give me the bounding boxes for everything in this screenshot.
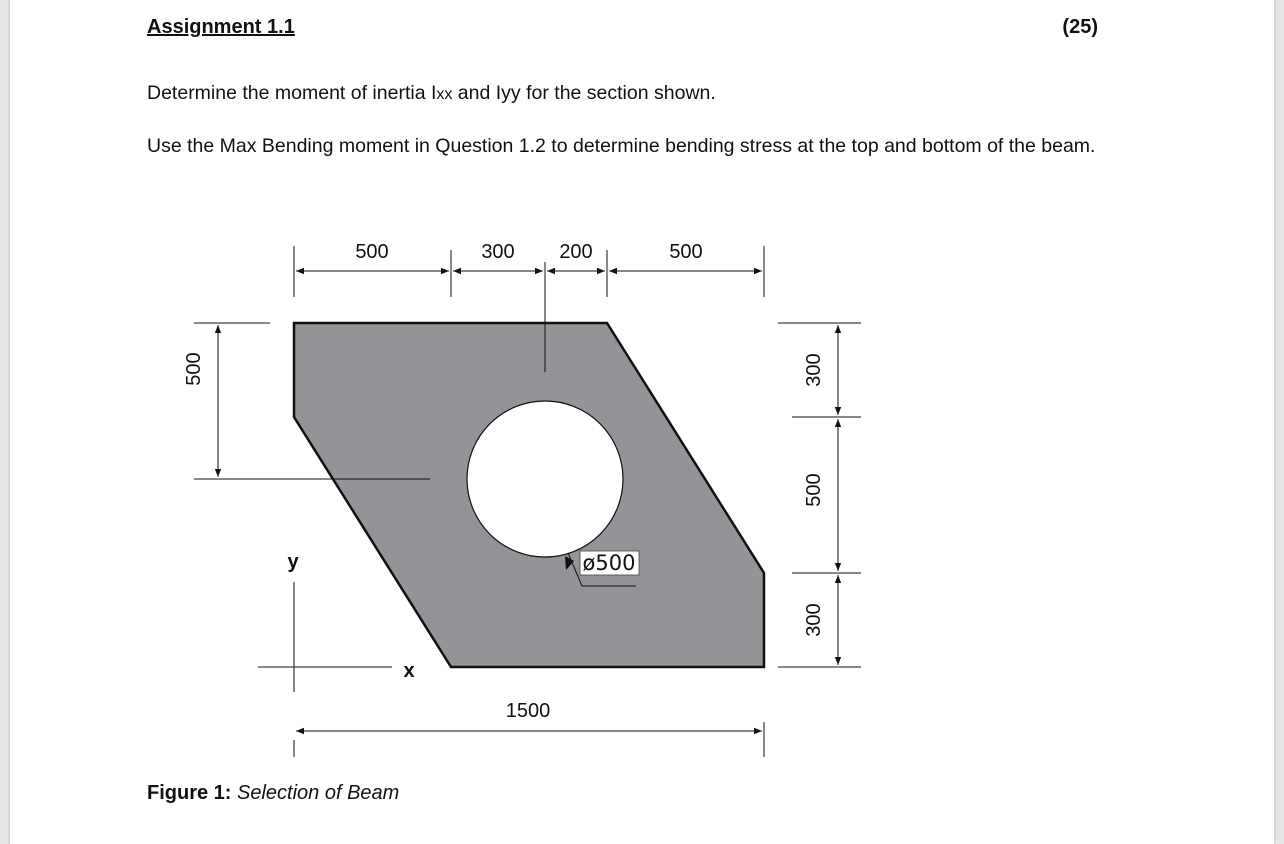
instruction-text-start: Determine the moment of inertia <box>147 82 431 104</box>
figure-caption-label: Figure 1: <box>147 782 232 804</box>
top-dim-label-500-left: 500 <box>355 241 389 263</box>
right-dim-label-300-top: 300 <box>803 353 825 387</box>
ixx-symbol: I <box>430 82 437 104</box>
y-axis-label: y <box>287 551 299 573</box>
instruction-text-end: and Iyy for the section shown. <box>452 82 716 104</box>
x-axis-label: x <box>403 660 415 682</box>
right-dim-label-500: 500 <box>803 473 825 507</box>
figure-caption-text: Selection of Beam <box>237 782 400 804</box>
bottom-dim-label-1500: 1500 <box>505 700 551 722</box>
circular-hole <box>467 401 623 557</box>
figure-caption <box>147 782 399 805</box>
top-dim-label-500-right: 500 <box>669 241 703 263</box>
ixx-subscript: xx <box>436 86 453 103</box>
left-dim-label-500: 500 <box>183 352 205 386</box>
marks-total: (25) <box>1062 16 1098 38</box>
reference-axes <box>258 582 392 692</box>
instruction-bending-stress: Use the Max Bending moment in Question 1.2 to determine bending stress at the top and bottom of the beam. <box>147 135 1096 157</box>
top-dim-label-200: 200 <box>559 241 593 263</box>
right-dim-label-300-bottom: 300 <box>803 603 825 637</box>
bottom-dimension <box>294 722 764 757</box>
top-dim-label-300: 300 <box>481 241 515 263</box>
hole-diameter-label: ø500 <box>582 551 636 575</box>
assignment-title: Assignment 1.1 <box>147 16 295 38</box>
